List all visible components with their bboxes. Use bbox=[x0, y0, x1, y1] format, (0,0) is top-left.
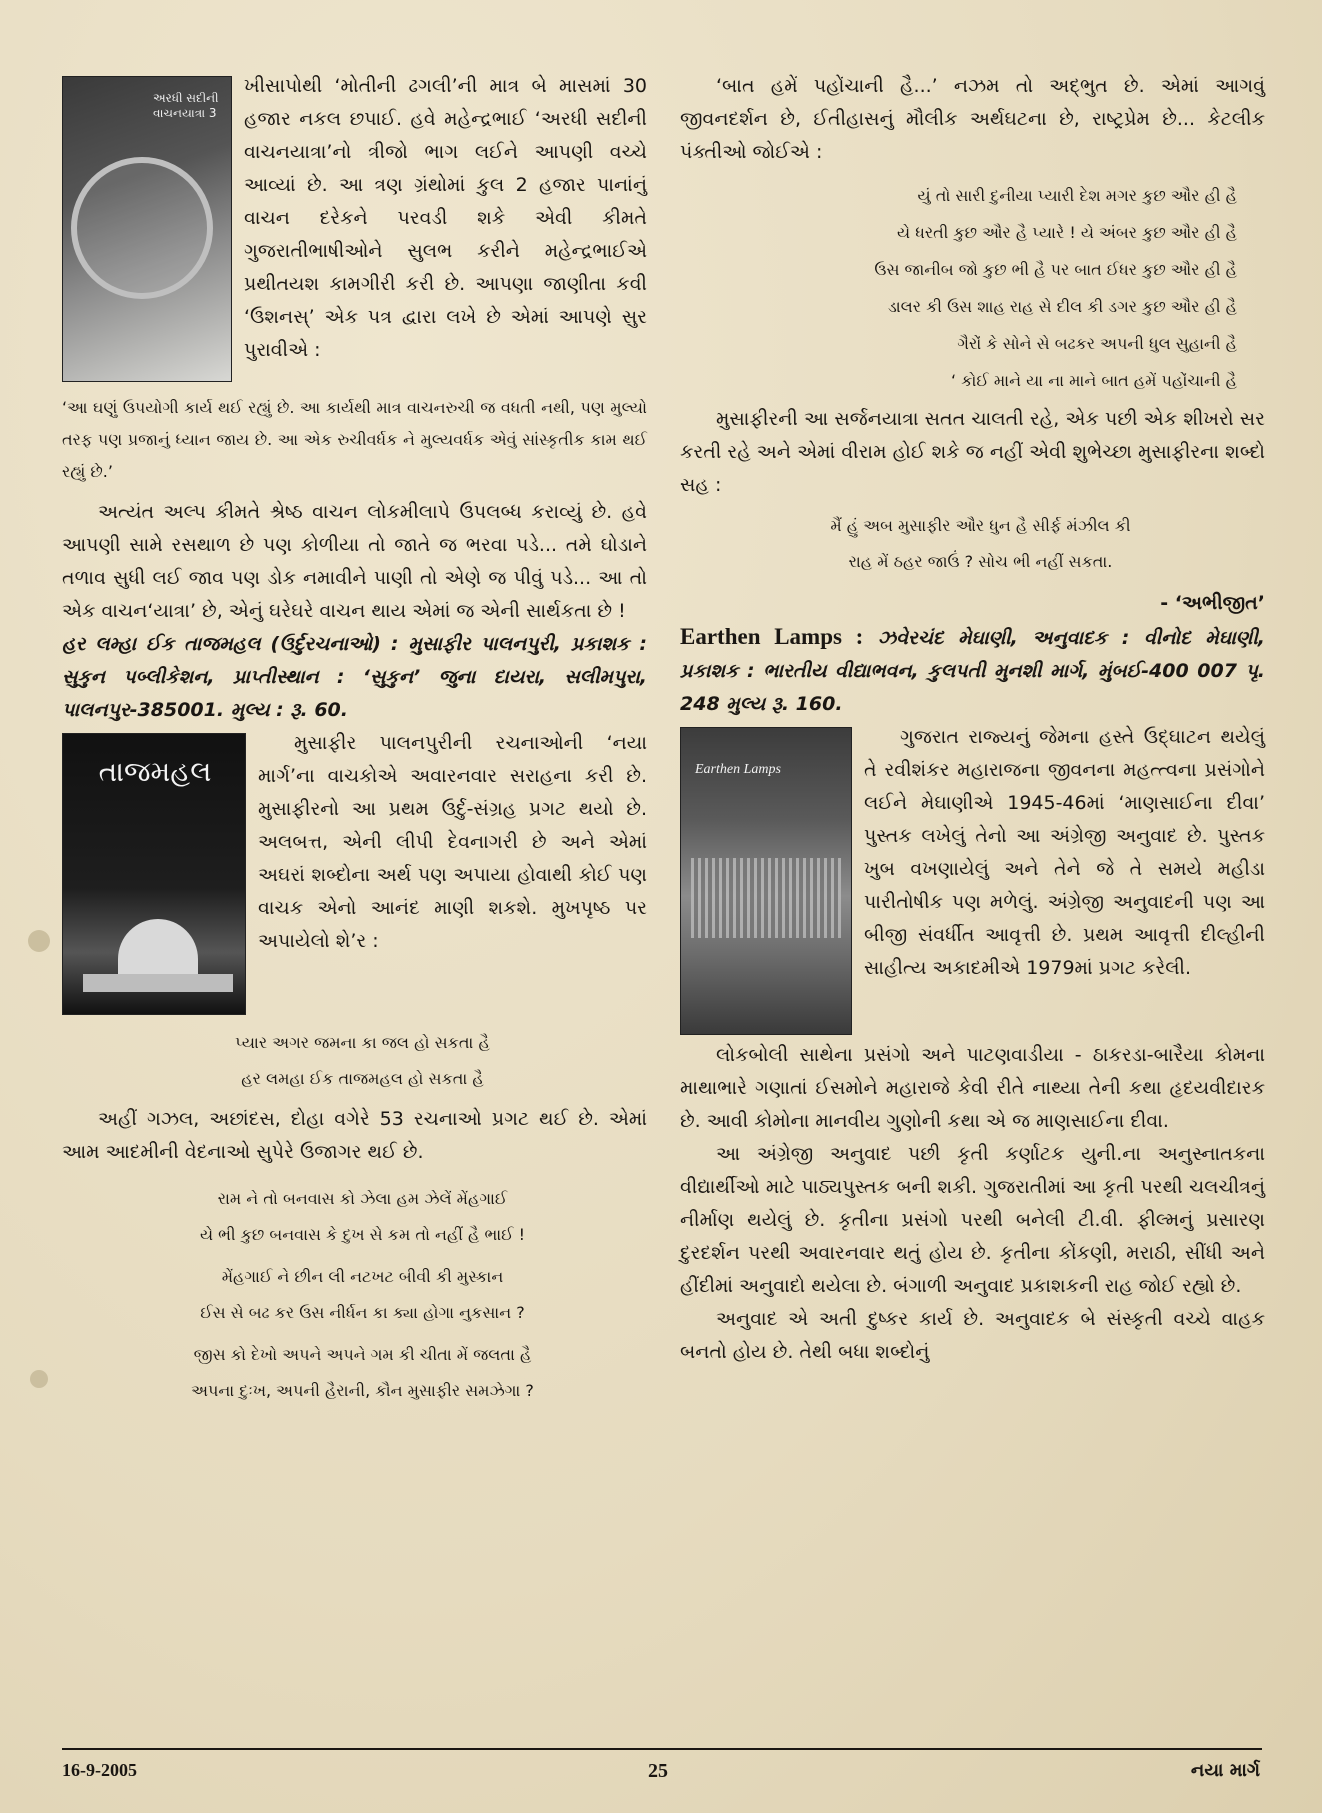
right-column bbox=[680, 70, 1265, 1369]
book-cover-vachanyatra bbox=[62, 76, 232, 382]
clock-illustration bbox=[71, 157, 213, 299]
sher-quote: પ્યાર અગર જમના કા જલ હો સકતા હૈ હર લમહા ઈક તાજમહલ હો સકતા હૈ bbox=[235, 1033, 490, 1088]
footer-rule bbox=[62, 1748, 1262, 1750]
paragraph: લોકબોલી સાથેના પ્રસંગો અને પાટણવાડીયા - ઠાકરડા-બારૈયા કોમના માથાભારે ગણાતાં ઈસમોને મહારાજે કેવી રીતે નાથ્યા તેની કથા હૃદયવીદારક છે. આવી કોમોના માનવીય ગુણોની કથા એ જ માણસાઈના દીવા. bbox=[680, 1044, 1265, 1132]
paragraph: ‘બાત હમેં પહોંચાની હૈ...’ નઝમ તો અદ્ભુત છે. એમાં આગવું જીવનદર્શન છે, ઈતીહાસનું મૌલીક અર્થઘટના છે, રાષ્ટ્રપ્રેમ છે... કેટલીક પંક્તીઓ જોઈએ : bbox=[680, 75, 1265, 163]
magazine-name: નયા માર્ગ bbox=[1190, 1760, 1260, 1781]
paper-hole bbox=[30, 1370, 48, 1388]
book-title-en: Earthen Lamps : bbox=[680, 624, 864, 649]
book-cover-tajmahal bbox=[62, 733, 246, 1015]
book-details: ઝવેરચંદ મેઘાણી, અનુવાદક : વીનોદ મેઘાણી, પ્રકાશક : ભારતીય વીદ્યાભવન, કુલપતી મુનશી માર્ગ, મુંબઈ-400 007 પૃ. 248 મુલ્ય રૂ. 160. bbox=[680, 627, 1265, 715]
tajmahal-base bbox=[83, 974, 233, 992]
tajmahal-illustration bbox=[118, 919, 198, 979]
paragraph: આ અંગ્રેજી અનુવાદ પછી કૃતી કર્ણાટક યુની.ના અનુસ્નાતકના વીદ્યાર્થીઓ માટે પાઠ્યપુસ્તક બની શકી. ગુજરાતીમાં આ કૃતી પરથી ચલચીત્રનું નીર્માણ થયેલું છે. કૃતીના પ્રસંગો પરથી બનેલી ટી.વી. ફીલ્મનું પ્રસારણ દુરદર્શન પરથી અવારનવાર થતું હોય છે. કૃતીના કોંકણી, મરાઠી, સીંધી અને હીંદીમાં અનુવાદો થયેલા છે. બંગાળી અનુવાદ પ્રકાશકની રાહ જોઈ રહ્યો છે. bbox=[680, 1143, 1265, 1297]
author-signature: - ‘અભીજીત’ bbox=[1160, 592, 1265, 614]
page-number: 25 bbox=[648, 1760, 668, 1782]
nazm-quote: યું તો સારી દુનીયા પ્યારી દેશ મગર કુછ ઔર હી હૈ યે ધરતી કુછ ઔર હૈ પ્યારે ! યે અંબર કુછ ઔર હી હૈ ઉસ જાનીબ જો કુછ ભી હૈ પર બાત ઈધર કુછ ઔર હી હૈ ડાલર કી ઉસ શાહ રાહ સે દીલ કી ડગર કુછ ઔર હી હૈ ગૈરોં કે સોને સે બઢકર અપની ધુલ સુહાની હૈ ‘ કોઈ માને યા ના માને બાત હમેં પહોંચાની હૈ bbox=[874, 186, 1237, 390]
closing-quote: મૈં હું અબ મુસાફીર ઔર ધુન હૈ સીર્ફ મંઝીલ કી રાહ મેં ઠહર જાઉં ? સોચ ભી નહીં સકતા. bbox=[830, 516, 1131, 571]
paragraph: અહીં ગઝલ, અછાંદસ, દોહા વગેરે 53 રચનાઓ પ્રગટ થઈ છે. એમાં આમ આદમીની વેદનાઓ સુપેરે ઉજાગર થઈ છે. bbox=[62, 1108, 647, 1163]
couplet: જીસ કો દેખો અપને અપને ગમ કી ચીતા મેં જલતા હૈ અપના દુઃખ, અપની હૈરાની, કૌન મુસાફીર સમઝેગા ? bbox=[191, 1345, 534, 1400]
book-heading bbox=[680, 620, 1265, 721]
paragraph: મુસાફીર પાલનપુરીની રચનાઓની ‘નયા માર્ગ’ના વાચકોએ અવારનવાર સરાહના કરી છે. મુસાફીરનો આ પ્રથમ ઉર્દુ-સંગ્રહ પ્રગટ થયો છે. અલબત્ત, એની લીપી દેવનાગરી છે અને એમાં અઘરાં શબ્દોના અર્થ પણ અપાયા હોવાથી કોઈ પણ વાચક એનો આનંદ માણી શકશે. મુખપૃષ્ઠ પર અપાયેલો શે’ર : bbox=[258, 732, 647, 952]
issue-date: 16-9-2005 bbox=[62, 1760, 137, 1780]
paper-hole bbox=[28, 930, 50, 952]
paragraph: ગુજરાત રાજ્યનું જેમના હસ્તે ઉદ્ઘાટન થયેલું તે રવીશંકર મહારાજના જીવનના મહત્ત્વના પ્રસંગોને લઈને મેઘાણીએ 1945-46માં ‘માણસાઈના દીવા’ પુસ્તક લખેલું તેનો આ અંગ્રેજી અનુવાદ છે. પુસ્તક ખુબ વખણાયેલું અને તેને જે તે સમયે મહીડા પારીતોષીક પણ મળેલું. અંગ્રેજી અનુવાદની પણ આ બીજી સંવર્ધીત આવૃત્તી છે. પ્રથમ આવૃત્તી દીલ્હીની સાહીત્ય અકાદમીએ 1979માં પ્રગટ કરેલી. bbox=[864, 726, 1265, 979]
letter-quote: ‘આ ઘણું ઉપયોગી કાર્ય થઈ રહ્યું છે. આ કાર્યથી માત્ર વાચનરુચી જ વધતી નથી, પણ મુલ્યો તરફ પણ પ્રજાનું ધ્યાન જાય છે. આ એક રુચીવર્ધક ને મુલ્યવર્ધક એવું સાંસ્કૃતીક કામ થઈ રહ્યું છે.’ bbox=[62, 398, 647, 481]
paragraph: અત્યંત અલ્પ કીમતે શ્રેષ્ઠ વાચન લોકમીલાપે ઉપલબ્ધ કરાવ્યું છે. હવે આપણી સામે રસથાળ છે પણ કોળીયા તો જાતે જ ભરવા પડે... તમે ઘોડાને તળાવ સુધી લઈ જાવ પણ ડોક નમાવીને પાણી તો એણે જ પીવું પડે... આ તો એક વાચન‘યાત્રા’ છે, એનું ઘરેઘરે વાચન થાય એમાં જ એની સાર્થકતા છે ! bbox=[62, 501, 647, 622]
couplet: મેંહગાઈ ને છીન લી નટખટ બીવી કી મુસ્કાન ઈસ સે બઢ કર ઉસ નીર્ધન કા ક્યા હોગા નુકસાન ? bbox=[200, 1267, 525, 1322]
book-cover-earthen-lamps bbox=[680, 727, 852, 1035]
cover-title: અરધી સદીની વાચનયાત્રા 3 bbox=[153, 91, 219, 120]
couplet: રામ ને તો બનવાસ કો ઝેલા હમ ઝેલેં મેંહગાઈ યે ભી કુછ બનવાસ કે દુખ સે કમ તો નહીં હૈ ભાઈ ! bbox=[199, 1189, 526, 1244]
paragraph: મુસાફીરની આ સર્જનયાત્રા સતત ચાલતી રહે, એક પછી એક શીખરો સર કરતી રહે અને એમાં વીરામ હોઈ શકે જ નહીં એવી શુભેચ્છા મુસાફીરના શબ્દો સહ : bbox=[680, 408, 1265, 496]
left-column bbox=[62, 70, 647, 1415]
cover-title: તાજમહલ bbox=[98, 755, 212, 788]
landscape-illustration bbox=[691, 858, 841, 938]
paragraph: અનુવાદ એ અતી દુષ્કર કાર્ય છે. અનુવાદક બે સંસ્કૃતી વચ્ચે વાહક બનતો હોય છે. તેથી બધા શબ્દોનું bbox=[680, 1308, 1265, 1363]
book-heading: હર લમ્હા ઈક તાજમહલ (ઉર્દુરચનાઓ) : મુસાફીર પાલનપુરી, પ્રકાશક : સુકુન પબ્લીકેશન, પ્રાપ્તીસ્થાન : ‘સુકુન’ જુના દાયરા, સલીમપુરા, પાલનપુર-385001. મુલ્ય : રૂ. 60. bbox=[62, 633, 647, 721]
cover-title: Earthen Lamps bbox=[695, 762, 781, 777]
paragraph: ખીસાપોથી ‘મોતીની ઢગલી’ની માત્ર બે માસમાં 30 હજાર નકલ છપાઈ. હવે મહેન્દ્રભાઈ ‘અરધી સદીની વાચનયાત્રા’નો ત્રીજો ભાગ લઈને આપણી વચ્ચે આવ્યાં છે. આ ત્રણ ગ્રંથોમાં કુલ 2 હજાર પાનાંનું વાચન દરેકને પરવડી શકે એવી કીમતે ગુજરાતીભાષીઓને સુલભ કરીને મહેન્દ્રભાઈએ પ્રથીતયશ કામગીરી કરી છે. આપણા જાણીતા કવી ‘ઉશનસ્’ એક પત્ર દ્વારા લખે છે એમાં આપણે સુર પુરાવીએ : bbox=[244, 75, 647, 361]
